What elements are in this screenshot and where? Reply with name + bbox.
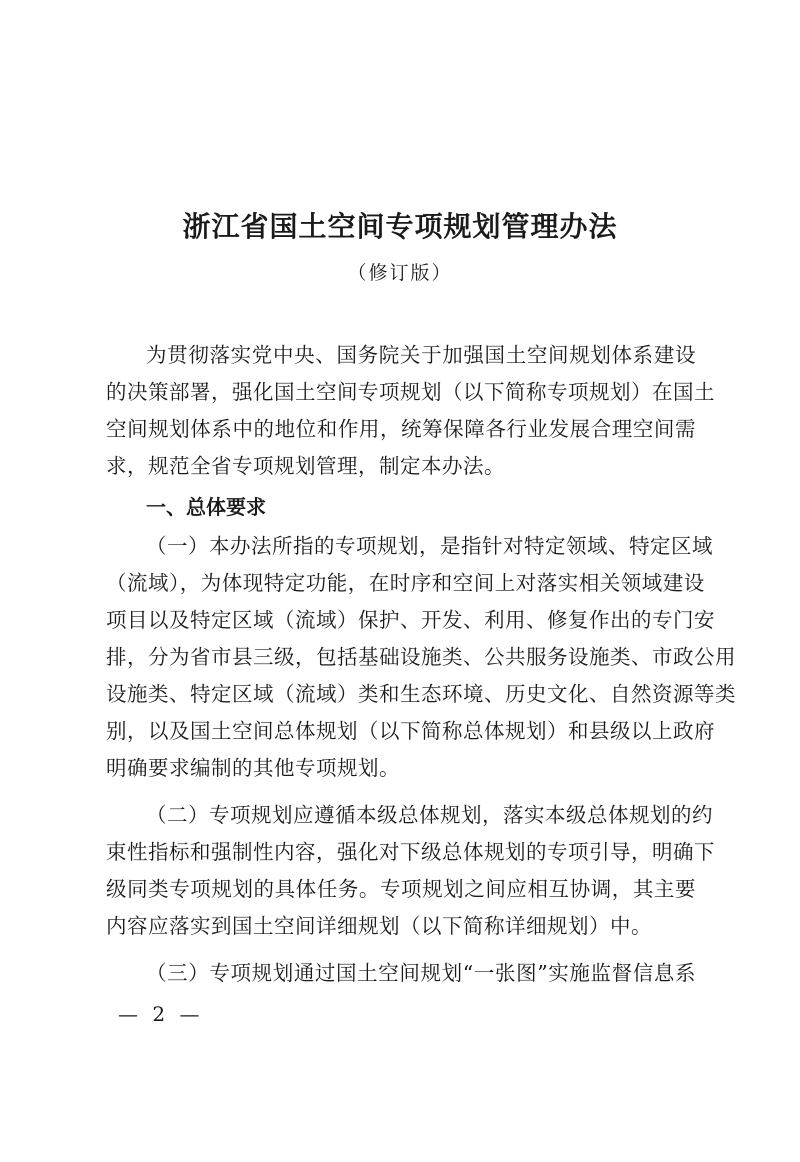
para2-line: 束性指标和强制性内容，强化对下级总体规划的专项引导，明确下 (106, 840, 715, 864)
document-subtitle: （修订版） (347, 262, 453, 284)
intro-line: 为贯彻落实党中央、国务院关于加强国土空间规划体系建设 (146, 343, 696, 367)
para1-line: 项目以及特定区域（流域）保护、开发、利用、修复作出的专门安 (106, 608, 715, 632)
para1-line: 设施类、特定区域（流域）类和生态环境、历史文化、自然资源等类 (106, 682, 736, 706)
para1-line: （一）本办法所指的专项规划，是指针对特定领域、特定区域 (146, 534, 713, 558)
page-number: — 2 — (118, 1002, 204, 1026)
para2-line: （二）专项规划应遵循本级总体规划，落实本级总体规划的约 (146, 803, 713, 827)
para3-line: （三）专项规划通过国土空间规划“一张图”实施监督信息系 (146, 961, 696, 985)
para1-line: 排，分为省市县三级，包括基础设施类、公共服务设施类、市政公用 (106, 645, 736, 669)
para2-line: 内容应落实到国土空间详细规划（以下简称详细规划）中。 (106, 914, 652, 938)
para2-line: 级同类专项规划的具体任务。专项规划之间应相互协调，其主要 (106, 877, 696, 901)
intro-line: 空间规划体系中的地位和作用，统筹保障各行业发展合理空间需 (106, 417, 696, 441)
section-heading: 一、总体要求 (146, 495, 266, 519)
para1-line: 明确要求编制的其他专项规划。 (106, 756, 400, 780)
intro-line: 的决策部署，强化国土空间专项规划（以下简称专项规划）在国土 (106, 380, 715, 404)
document-title: 浙江省国土空间专项规划管理办法 (182, 210, 618, 243)
intro-line: 求，规范全省专项规划管理，制定本办法。 (106, 454, 505, 478)
para1-line: （流域），为体现特定功能，在时序和空间上对落实相关领域建设 (106, 571, 705, 595)
para1-line: 别，以及国土空间总体规划（以下简称总体规划）和县级以上政府 (106, 719, 715, 743)
